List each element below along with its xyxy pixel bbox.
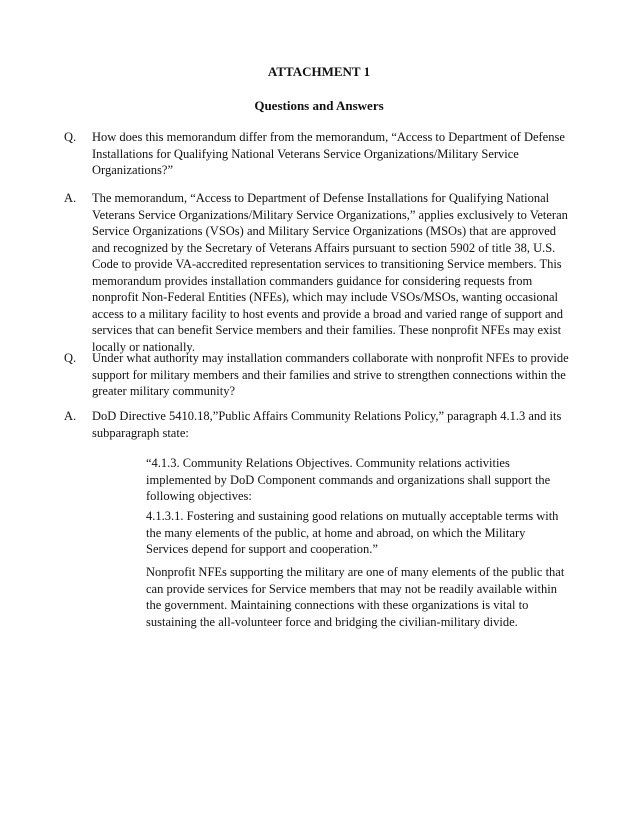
- commentary-paragraph: Nonprofit NFEs supporting the military are one of many elements of the public that can provide services for Service members that may not be readily available within the government. Maintaining connections with these organizations is vital to sustaining the all-volunteer force and bridging the civilian-military divide.: [146, 565, 565, 629]
- question-1: [64, 129, 574, 179]
- quote-paragraph-1: “4.1.3. Community Relations Objectives. Community relations activities implemented by DoD Component commands and organizations shall support the following objectives:: [146, 456, 551, 503]
- question-2: [64, 350, 574, 400]
- quote-paragraph-2: 4.1.3.1. Fostering and sustaining good relations on mutually acceptable terms with the many elements of the public, at home and abroad, on which the Military Services depend for support and cooperation.”: [146, 509, 559, 556]
- question-text: Under what authority may installation commanders collaborate with nonprofit NFEs to provide support for military members and their families and strive to strengthen connections within the greater military community?: [92, 351, 569, 398]
- question-marker: Q.: [64, 351, 77, 365]
- answer-1: [64, 190, 574, 355]
- section-subtitle: Questions and Answers: [254, 98, 384, 113]
- answer-2: [64, 408, 574, 441]
- question-text: How does this memorandum differ from the memorandum, “Access to Department of Defense Installations for Qualifying National Veterans Service Organizations/Military Service Organizations?”: [92, 130, 565, 177]
- question-marker: Q.: [64, 130, 77, 144]
- answer-text: The memorandum, “Access to Department of Defense Installations for Qualifying National Veterans Service Organizations/Military Service Organizations,” applies exclusively to Veteran Service Organizations (VSOs) and Military Service Organizations (MSOs) that are approved and recognized by the Secretary of Veterans Affairs pursuant to section 5902 of title 38, U.S. Code to provide VA-accredited representation services to transitioning Service members. This memorandum provides installation commanders guidance for considering requests from nonprofit Non-Federal Entities (NFEs), which may include VSOs/MSOs, wanting occasional access to a military facility to host events and provide a broad and varied range of support and services that can benefit Service members and their families. These nonprofit NFEs may exist locally or nationally.: [92, 191, 568, 354]
- answer-marker: A.: [64, 409, 77, 423]
- answer-marker: A.: [64, 191, 77, 205]
- answer-text: DoD Directive 5410.18,”Public Affairs Community Relations Policy,” paragraph 4.1.3 and its subparagraph state:: [92, 409, 562, 440]
- attachment-title: ATTACHMENT 1: [267, 64, 371, 79]
